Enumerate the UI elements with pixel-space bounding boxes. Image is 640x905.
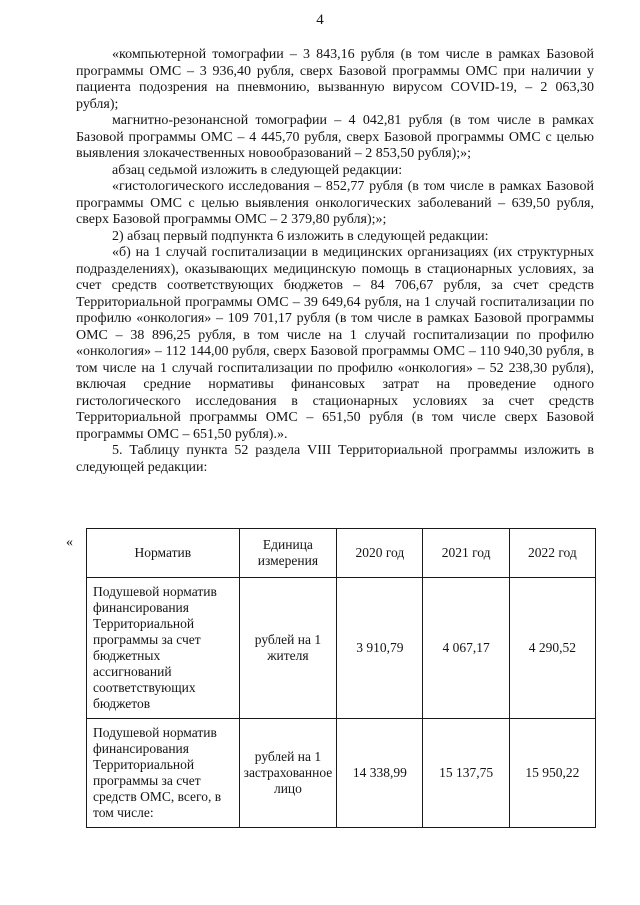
normative-name-cell: Подушевой норматив финансирования Территориальной программы за счет средств ОМС, всего, в том числе: [87,719,240,828]
paragraph: «б) на 1 случай госпитализации в медицинских организациях (их структурных подразделениях), оказывающих медицинскую помощь в стационарных условиях, за счет средств соответствующих бюджетов – 84 706,67 рубля, за счет средств Территориальной программы ОМС – 39 649,64 рубля, на 1 случай госпитализации по профилю «онкология» – 109 701,17 рубля (в том числе в рамках Базовой программы ОМС – 38 896,25 рубля, в том числе на 1 случай госпитализации по профилю «онкология» – 112 144,00 рубля, сверх Базовой программы ОМС – 110 940,30 рубля, в том числе на 1 случай госпитализации по профилю «онкология» – 52 238,30 рубля), включая средние нормативы финансовых затрат на проведение одного гистологического исследования в стационарных условиях за счет средств Территориальной программы ОМС – 651,50 рубля (в том числе сверх Базовой программы ОМС – 651,50 рубля).». [76,245,594,442]
paragraph: 5. Таблицу пункта 52 раздела VIII Территориальной программы изложить в следующей редакции: [76,443,594,475]
paragraph: магнитно-резонансной томографии – 4 042,81 рубля (в том числе в рамках Базовой программы ОМС – 4 445,70 рубля, сверх Базовой программы ОМС с целью выявления злокачественных новообразований – 2 853,50 рубля);»; [76,113,594,161]
table-row [87,719,596,828]
header-cell: Норматив [87,529,240,578]
table-row [87,578,596,719]
value-cell: 4 067,17 [423,578,509,719]
paragraph: 2) абзац первый подпункта 6 изложить в следующей редакции: [112,228,489,244]
header-cell: Единица измерения [239,529,337,578]
paragraph: «гистологического исследования – 852,77 рубля (в том числе в рамках Базовой программы ОМС с целью выявления онкологических заболеваний – 639,50 рубля, сверх Базовой программы ОМС – 2 379,80 рубля);»; [76,179,594,227]
page-number: 4 [316,12,324,28]
paragraph: «компьютерной томографии – 3 843,16 рубля (в том числе в рамках Базовой программы ОМС – 3 936,40 рубля, сверх Базовой программы ОМС при наличии у пациента подозрения на пневмонию, вызванную вирусом COVID-19, – 2 063,30 рубля); [76,47,594,112]
paragraph: абзац седьмой изложить в следующей редакции: [112,162,403,178]
normatives-table [86,528,596,828]
value-cell: 3 910,79 [337,578,423,719]
unit-cell: рублей на 1 застрахованное лицо [239,719,337,828]
value-cell: 14 338,99 [337,719,423,828]
header-cell: 2020 год [337,529,423,578]
unit-cell: рублей на 1 жителя [239,578,337,719]
table-header-row [87,529,596,578]
header-cell: 2021 год [423,529,509,578]
value-cell: 15 137,75 [423,719,509,828]
value-cell: 4 290,52 [509,578,595,719]
value-cell: 15 950,22 [509,719,595,828]
header-cell: 2022 год [509,529,595,578]
document-body [76,47,594,476]
open-quote-mark: « [66,535,73,550]
normative-name-cell: Подушевой норматив финансирования Территориальной программы за счет бюджетных ассигнований соответствующих бюджетов [87,578,240,719]
